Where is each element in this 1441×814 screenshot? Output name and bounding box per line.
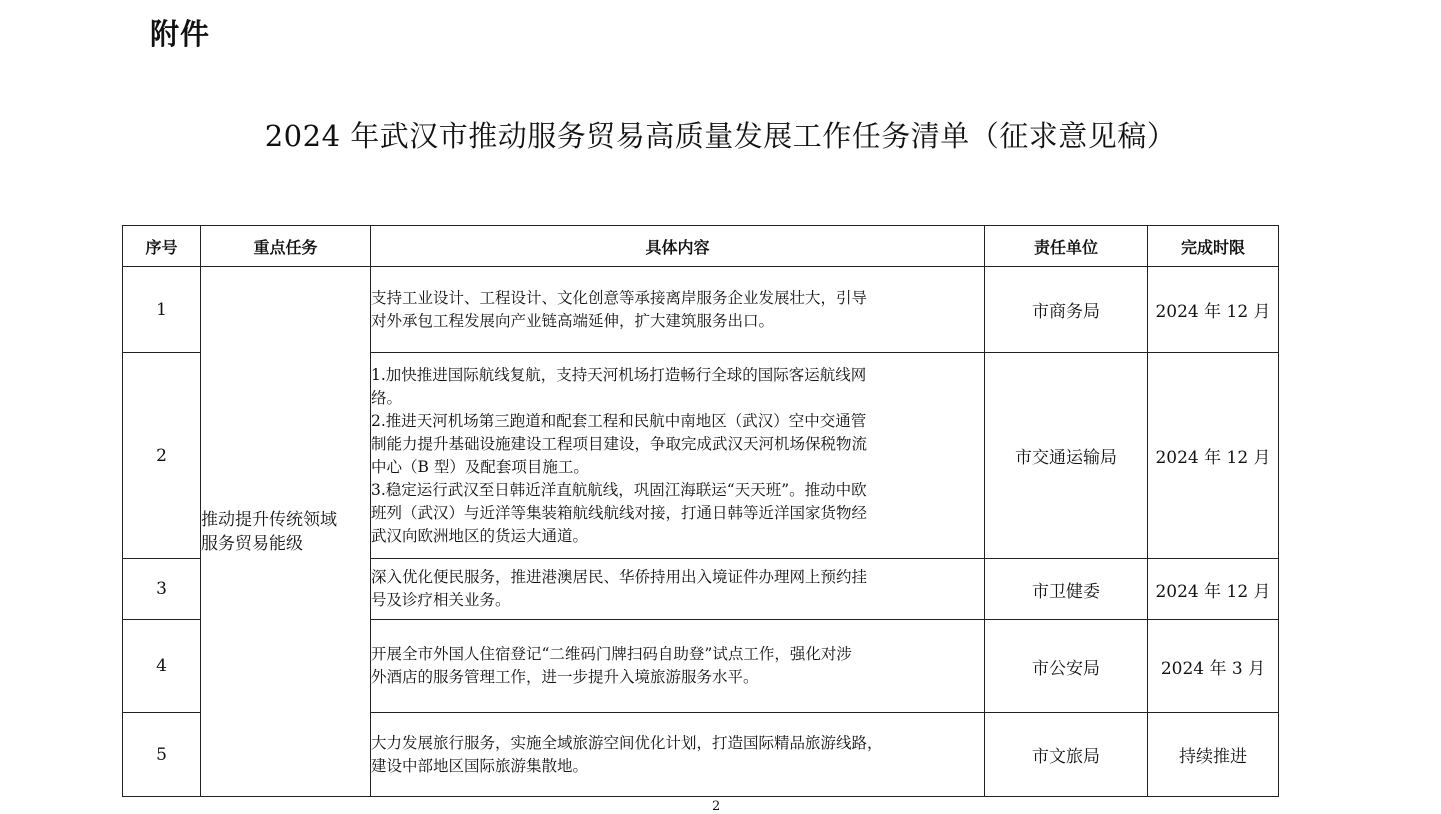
document-title: 2024 年武汉市推动服务贸易高质量发展工作任务清单（征求意见稿） (264, 119, 1177, 153)
detail-cell (371, 620, 985, 713)
detail-cell (371, 713, 985, 797)
deadline: 持续推进 (1148, 713, 1279, 797)
table-row (123, 267, 1279, 353)
detail-cell (371, 559, 985, 620)
responsible-unit: 市卫健委 (985, 559, 1148, 620)
row-index: 4 (123, 620, 201, 713)
key-task-cell (201, 267, 371, 797)
key-task-line: 推动提升传统领域 (201, 509, 337, 530)
detail-line: 对外承包工程发展向产业链高端延伸，扩大建筑服务出口。 (371, 311, 775, 330)
responsible-unit: 市公安局 (985, 620, 1148, 713)
col-header-index: 序号 (123, 226, 201, 267)
detail-line: 武汉向欧洲地区的货运大通道。 (371, 526, 589, 545)
detail-cell (371, 353, 985, 559)
row-index: 2 (123, 353, 201, 559)
detail-line: 络。 (371, 388, 403, 407)
detail-line: 支持工业设计、工程设计、文化创意等承接离岸服务企业发展壮大，引导 (371, 288, 868, 307)
deadline: 2024 年 3 月 (1148, 620, 1279, 713)
task-table (122, 225, 1279, 797)
detail-line: 3.稳定运行武汉至日韩近洋直航航线，巩固江海联运“天天班”。推动中欧 (371, 480, 867, 499)
table-header-row (123, 226, 1279, 267)
row-index: 5 (123, 713, 201, 797)
detail-line: 号及诊疗相关业务。 (371, 591, 511, 609)
key-task-line: 服务贸易能级 (201, 533, 303, 554)
col-header-detail: 具体内容 (371, 226, 985, 267)
detail-line: 中心（B 型）及配套项目施工。 (371, 457, 589, 476)
detail-line: 外酒店的服务管理工作，进一步提升入境旅游服务水平。 (371, 668, 759, 686)
row-index: 3 (123, 559, 201, 620)
attachment-label: 附件 (150, 17, 211, 51)
detail-cell (371, 267, 985, 353)
page-number: 2 (712, 799, 721, 814)
detail-line: 班列（武汉）与近洋等集装箱航线航线对接，打通日韩等近洋国家货物经 (371, 503, 868, 522)
deadline: 2024 年 12 月 (1148, 353, 1279, 559)
detail-line: 2.推进天河机场第三跑道和配套工程和民航中南地区（武汉）空中交通管 (371, 411, 867, 430)
detail-line: 开展全市外国人住宿登记“二维码门牌扫码自助登”试点工作，强化对涉 (371, 645, 852, 663)
detail-line: 深入优化便民服务，推进港澳居民、华侨持用出入境证件办理网上预约挂 (371, 568, 868, 586)
col-header-key-task: 重点任务 (201, 226, 371, 267)
deadline: 2024 年 12 月 (1148, 267, 1279, 353)
row-index: 1 (123, 267, 201, 353)
col-header-deadline: 完成时限 (1148, 226, 1279, 267)
detail-line: 1.加快推进国际航线复航，支持天河机场打造畅行全球的国际客运航线网 (371, 365, 867, 384)
detail-line: 大力发展旅行服务，实施全域旅游空间优化计划，打造国际精品旅游线路， (371, 733, 883, 752)
responsible-unit: 市交通运输局 (985, 353, 1148, 559)
responsible-unit: 市商务局 (985, 267, 1148, 353)
detail-line: 建设中部地区国际旅游集散地。 (371, 756, 589, 775)
deadline: 2024 年 12 月 (1148, 559, 1279, 620)
responsible-unit: 市文旅局 (985, 713, 1148, 797)
col-header-responsible-unit: 责任单位 (985, 226, 1148, 267)
detail-line: 制能力提升基础设施建设工程项目建设，争取完成武汉天河机场保税物流 (371, 434, 868, 453)
